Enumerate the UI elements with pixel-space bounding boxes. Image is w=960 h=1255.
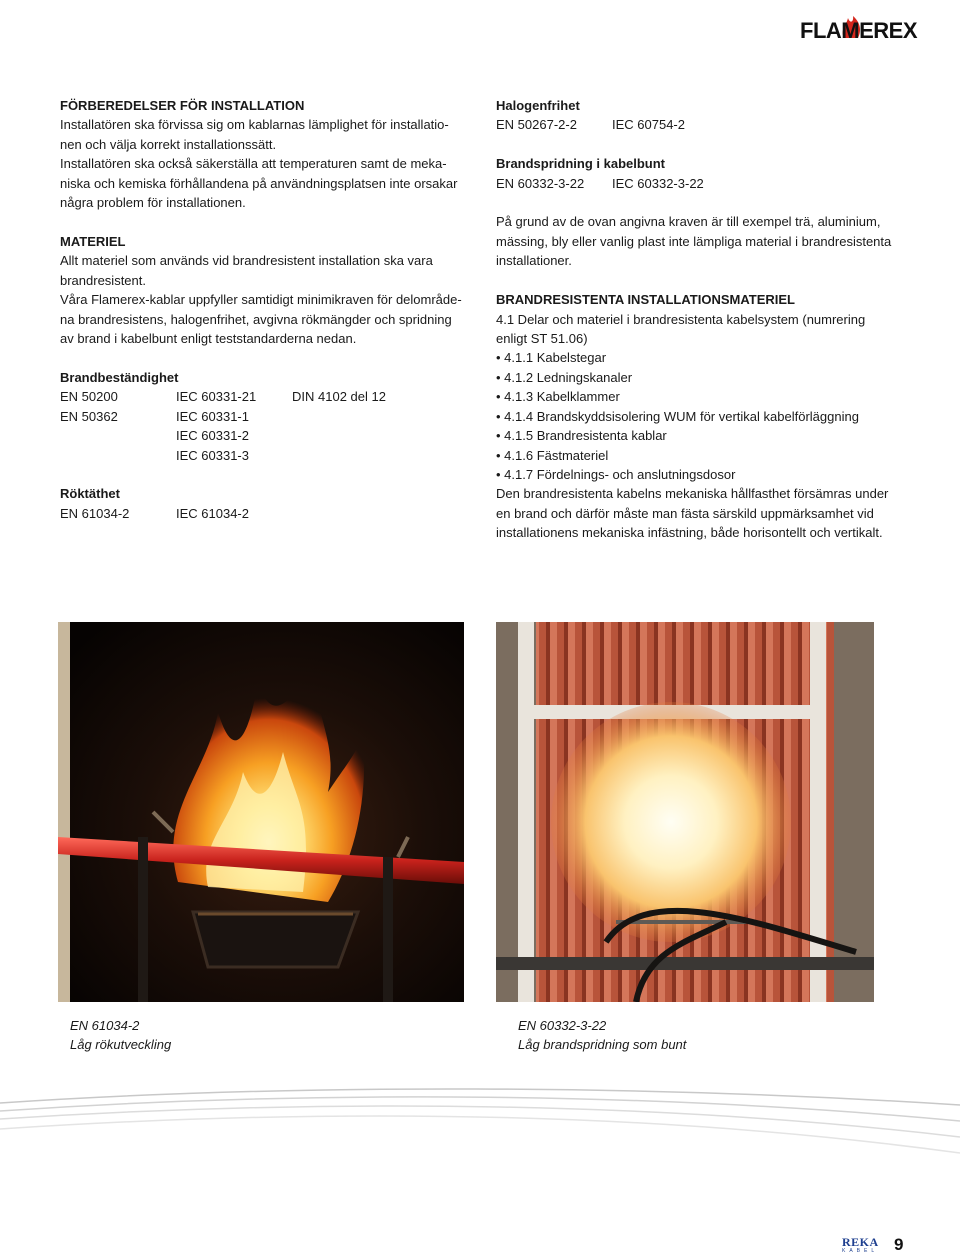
standard-cell: IEC 60754-2 bbox=[612, 117, 685, 132]
photo-smoke-test bbox=[58, 622, 464, 1002]
outro-line: Den brandresistenta kabelns mekaniska hållfasthet försämras under bbox=[496, 486, 889, 501]
bullet-item: • 4.1.6 Fästmateriel bbox=[496, 448, 609, 463]
standard-cell: EN 50362 bbox=[60, 409, 118, 424]
standard-cell: EN 50200 bbox=[60, 389, 118, 404]
caption-right-text: Låg brandspridning som bunt bbox=[518, 1037, 687, 1052]
caption-left-standard: EN 61034-2 bbox=[70, 1018, 140, 1033]
bullet-item: • 4.1.7 Fördelnings- och anslutningsdosor bbox=[496, 467, 736, 482]
intro-line: enligt ST 51.06) bbox=[496, 331, 588, 346]
standard-cell: IEC 60331-2 bbox=[176, 428, 249, 443]
bullet-item: • 4.1.3 Kabelklammer bbox=[496, 389, 620, 404]
prep-line: Installatören ska också säkerställa att temperaturen samt de meka- bbox=[60, 156, 447, 171]
flamerex-logo bbox=[800, 14, 917, 46]
reka-brand-sub: KABEL bbox=[842, 1248, 879, 1254]
grund-line: installationer. bbox=[496, 253, 572, 268]
brandbestandighet-heading: Brandbeständighet bbox=[60, 370, 179, 385]
photo-bundle-test bbox=[496, 622, 874, 1002]
roktathet-heading: Röktäthet bbox=[60, 486, 120, 501]
caption-left-text: Låg rökutveckling bbox=[70, 1037, 172, 1052]
bullet-item: • 4.1.5 Brandresistenta kablar bbox=[496, 428, 667, 443]
materiel-line: brandresistent. bbox=[60, 273, 146, 288]
reka-brand: REKA bbox=[842, 1235, 879, 1249]
prep-line: Installatören ska förvissa sig om kablarnas lämplighet för installatio- bbox=[60, 117, 449, 132]
standard-cell: EN 61034-2 bbox=[60, 506, 130, 521]
grund-line: På grund av de ovan angivna kraven är till exempel trä, aluminium, bbox=[496, 214, 881, 229]
page-number: 9 bbox=[894, 1235, 904, 1254]
standard-cell: EN 60332-3-22 bbox=[496, 176, 585, 191]
prep-heading: FÖRBEREDELSER FÖR INSTALLATION bbox=[60, 98, 305, 113]
reka-logo bbox=[842, 1237, 879, 1254]
bullet-item: • 4.1.4 Brandskyddsisolering WUM för vertikal kabelförläggning bbox=[496, 409, 859, 424]
brand-name: FLAMEREX bbox=[800, 18, 917, 43]
standard-cell: DIN 4102 del 12 bbox=[292, 389, 386, 404]
halogen-heading: Halogenfrihet bbox=[496, 98, 580, 113]
materiel-line: av brand i kabelbunt enligt teststandarderna nedan. bbox=[60, 331, 357, 346]
standard-cell: EN 50267-2-2 bbox=[496, 117, 577, 132]
materiel-line: Allt materiel som används vid brandresistent installation ska vara bbox=[60, 253, 433, 268]
prep-line: nen och välja korrekt installationssätt. bbox=[60, 137, 277, 152]
outro-line: en brand och därför måste man fästa särskild uppmärksamhet vid bbox=[496, 506, 874, 521]
brandspridning-heading: Brandspridning i kabelbunt bbox=[496, 156, 666, 171]
standard-cell: IEC 60332-3-22 bbox=[612, 176, 704, 191]
materiel-line: na brandresistens, halogenfrihet, avgivna rökmängder och spridning bbox=[60, 312, 452, 327]
bullet-item: • 4.1.1 Kabelstegar bbox=[496, 350, 607, 365]
standard-cell: IEC 60331-3 bbox=[176, 448, 249, 463]
grund-line: mässing, bly eller vanlig plast inte lämpliga material i brandresistenta bbox=[496, 234, 892, 249]
decorative-curves bbox=[0, 1075, 960, 1255]
bullet-item: • 4.1.2 Ledningskanaler bbox=[496, 370, 633, 385]
prep-line: niska och kemiska förhållandena på användningsplatsen inte orsakar bbox=[60, 176, 458, 191]
prep-line: några problem för installationen. bbox=[60, 195, 246, 210]
materiel-heading: MATERIEL bbox=[60, 234, 126, 249]
standard-cell: IEC 60331-1 bbox=[176, 409, 249, 424]
standard-cell: IEC 61034-2 bbox=[176, 506, 249, 521]
caption-right-standard: EN 60332-3-22 bbox=[518, 1018, 607, 1033]
standard-cell: IEC 60331-21 bbox=[176, 389, 257, 404]
installationsmateriel-heading: BRANDRESISTENTA INSTALLATIONSMATERIEL bbox=[496, 292, 795, 307]
intro-line: 4.1 Delar och materiel i brandresistenta kabelsystem (numrering bbox=[496, 312, 866, 327]
materiel-line: Våra Flamerex-kablar uppfyller samtidigt minimikraven för delområde- bbox=[60, 292, 462, 307]
outro-line: installationens mekaniska infästning, både horisontellt och vertikalt. bbox=[496, 525, 883, 540]
